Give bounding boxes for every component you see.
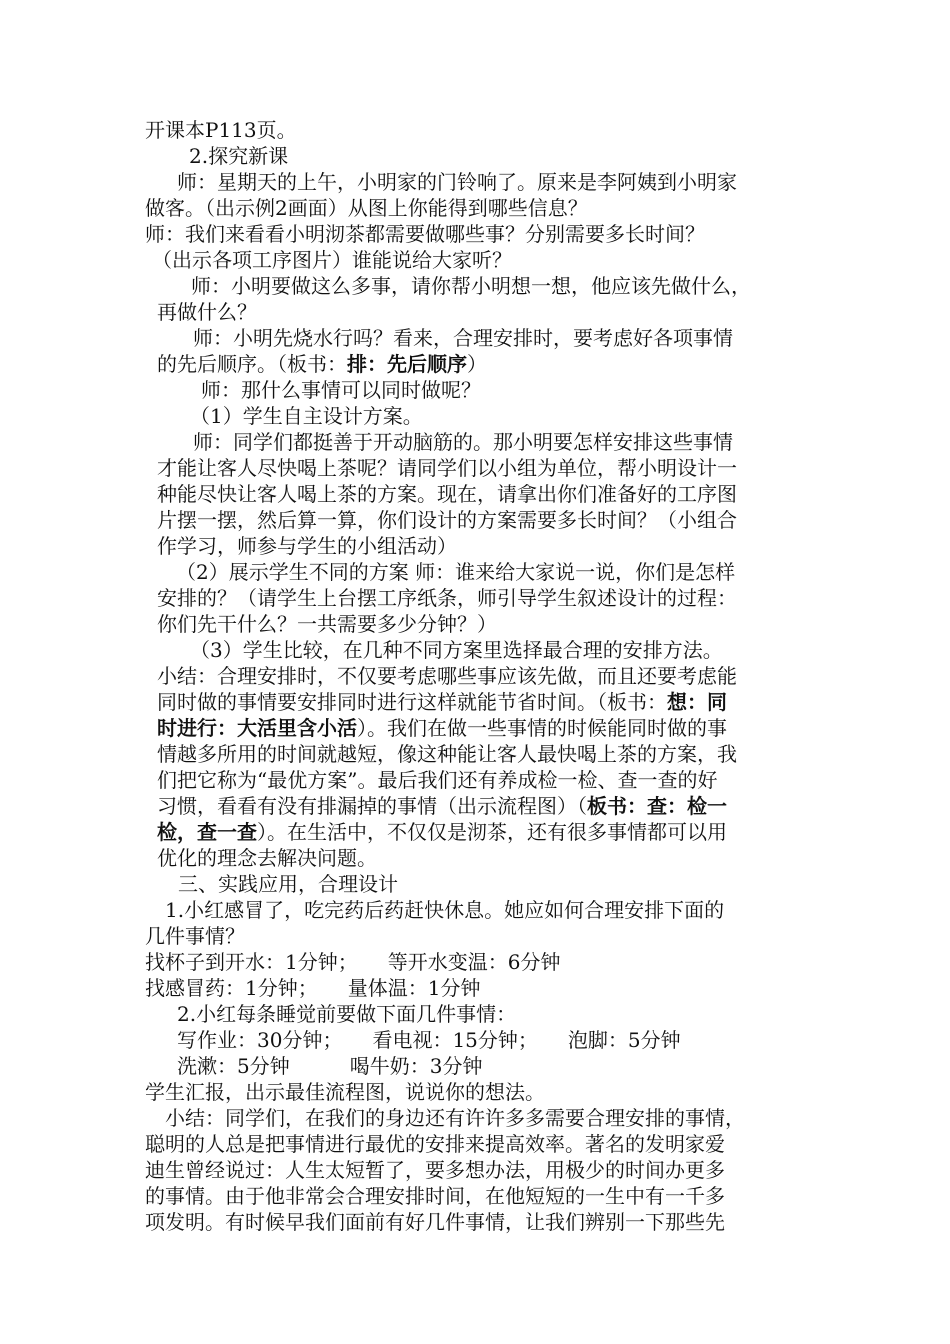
text-line: 再做什么？	[157, 300, 257, 324]
text-line: 种能尽快让客人喝上茶的方案。现在，请拿出你们准备好的工序图	[157, 482, 737, 506]
text-line: 找感冒药：1分钟； 量体温：1分钟	[145, 976, 481, 1000]
text-line: 师：星期天的上午，小明家的门铃响了。原来是李阿姨到小明家	[177, 170, 737, 194]
text-line: 时进行：大活里含小活）。我们在做一些事情的时候能同时做的事	[157, 716, 727, 740]
text-line: 师：那什么事情可以同时做呢？	[201, 378, 481, 402]
text-line: 1.小红感冒了，吃完药后药赶快休息。她应如何合理安排下面的	[165, 898, 725, 922]
text-line: 情越多所用的时间就越短，像这种能让客人最快喝上茶的方案，我	[157, 742, 737, 766]
text-line: 做客。（出示例2画面）从图上你能得到哪些信息？	[145, 196, 588, 220]
text-line: 的事情。由于他非常会合理安排时间，在他短短的一生中有一千多	[145, 1184, 725, 1208]
board-note: 想：同	[667, 690, 727, 714]
board-note: 排：先后顺序	[347, 352, 467, 376]
text-line: 学生汇报，出示最佳流程图，说说你的想法。	[145, 1080, 545, 1104]
text-line: 洗漱：5分钟 喝牛奶：3分钟	[177, 1054, 483, 1078]
text-line: 们把它称为“最优方案”。最后我们还有养成检一检、查一查的好	[157, 768, 718, 792]
text-line: 习惯，看看有没有排漏掉的事情（出示流程图）（板书：查：检一	[157, 794, 727, 818]
text-line: 小结：合理安排时，不仅要考虑哪些事应该先做，而且还要考虑能	[157, 664, 737, 688]
text-line: 小结：同学们，在我们的身边还有许许多多需要合理安排的事情，	[165, 1106, 745, 1130]
text-line: 师：小明先烧水行吗？看来，合理安排时，要考虑好各项事情	[193, 326, 733, 350]
text-line: 师：同学们都挺善于开动脑筋的。那小明要怎样安排这些事情	[193, 430, 733, 454]
text-line: 聪明的人总是把事情进行最优的安排来提高效率。著名的发明家爱	[145, 1132, 725, 1156]
text-line: 师：小明要做这么多事，请你帮小明想一想，他应该先做什么，	[191, 274, 751, 298]
text-line: 项发明。有时候早我们面前有好几件事情，让我们辨别一下那些先	[145, 1210, 725, 1234]
board-note: 板书：查：检一	[587, 794, 727, 818]
section-heading: 2.探究新课	[189, 144, 289, 168]
text-line: 写作业：30分钟； 看电视：15分钟； 泡脚：5分钟	[177, 1028, 681, 1052]
text-line: 迪生曾经说过：人生太短暂了，要多想办法，用极少的时间办更多	[145, 1158, 725, 1182]
text-line: （1）学生自主设计方案。	[190, 404, 423, 428]
text-line: 找杯子到开水：1分钟； 等开水变温：6分钟	[145, 950, 561, 974]
text-line: 同时做的事情要安排同时进行这样就能节省时间。（板书：想：同	[157, 690, 727, 714]
text-line: 师：我们来看看小明沏茶都需要做哪些事？分别需要多长时间？	[145, 222, 705, 246]
text-line: 片摆一摆，然后算一算，你们设计的方案需要多长时间？（小组合	[157, 508, 737, 532]
text-line: 开课本P113页。	[145, 118, 297, 142]
section-heading: 三、实践应用，合理设计	[178, 872, 398, 896]
text-line: 作学习，师参与学生的小组活动）	[157, 534, 457, 558]
text-line: 几件事情？	[145, 924, 245, 948]
board-note: 检，查一查	[157, 820, 257, 844]
text-line: 优化的理念去解决问题。	[157, 846, 377, 870]
text-line: 检，查一查）。在生活中，不仅仅是沏茶，还有很多事情都可以用	[157, 820, 727, 844]
text-line: 的先后顺序。（板书：排：先后顺序）	[157, 352, 487, 376]
text-line: （2）展示学生不同的方案 师：谁来给大家说一说，你们是怎样	[176, 560, 736, 584]
text-line: （3）学生比较，在几种不同方案里选择最合理的安排方法。	[190, 638, 723, 662]
text-line: 才能让客人尽快喝上茶呢？请同学们以小组为单位，帮小明设计一	[157, 456, 737, 480]
text-line: 你们先干什么？一共需要多少分钟？）	[157, 612, 497, 636]
text-line: （出示各项工序图片）谁能说给大家听？	[152, 248, 512, 272]
text-line: 2.小红每条睡觉前要做下面几件事情：	[177, 1002, 517, 1026]
board-note: 时进行：大活里含小活	[157, 716, 357, 740]
text-line: 安排的？（请学生上台摆工序纸条，师引导学生叙述设计的过程：	[157, 586, 737, 610]
